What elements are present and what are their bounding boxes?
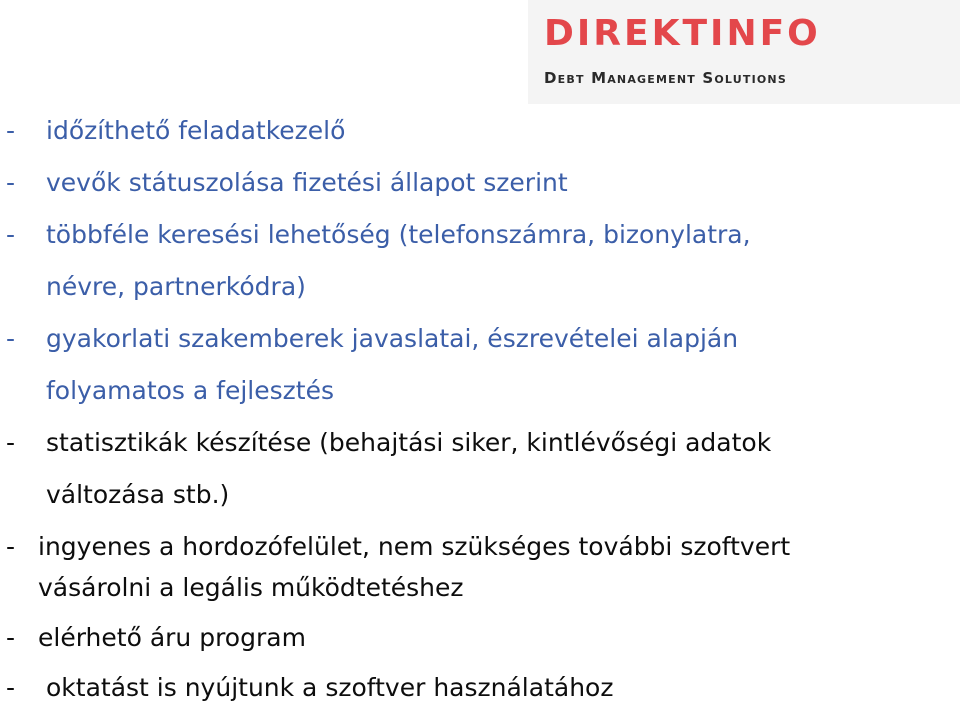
list-item-text: folyamatos a fejlesztés [46, 376, 334, 405]
list-item-text: többféle keresési lehetőség (telefonszámra, bizonylatra, [46, 220, 751, 249]
list-item-text: időzíthető feladatkezelő [46, 116, 346, 145]
list-item-text: statisztikák készítése (behajtási siker, kintlévőségi adatok [46, 428, 772, 457]
logo-name: DIREKTINFO [544, 13, 821, 54]
bullet-dash: - [6, 220, 16, 249]
bullet-dash: - [6, 673, 16, 702]
list-item-text: ingyenes a hordozófelület, nem szükséges további szoftvert [38, 532, 791, 561]
bullet-dash: - [6, 116, 16, 145]
list-item-text: változása stb.) [46, 480, 230, 509]
bullet-dash: - [6, 532, 16, 561]
bullet-dash: - [6, 623, 16, 652]
bullet-dash: - [6, 168, 16, 197]
logo-tagline: Debt Management Solutions [544, 69, 787, 87]
bullet-dash: - [6, 428, 16, 457]
list-item-text: gyakorlati szakemberek javaslatai, észrevételei alapján [46, 324, 739, 353]
list-item-text: oktatást is nyújtunk a szoftver használatához [46, 673, 614, 702]
list-item-text: vásárolni a legális működtetéshez [38, 573, 464, 602]
list-item-text: vevők státuszolása fizetési állapot szerint [46, 168, 568, 197]
list-item-text: elérhető áru program [38, 623, 306, 652]
bullet-dash: - [6, 324, 16, 353]
list-item-text: névre, partnerkódra) [46, 272, 306, 301]
